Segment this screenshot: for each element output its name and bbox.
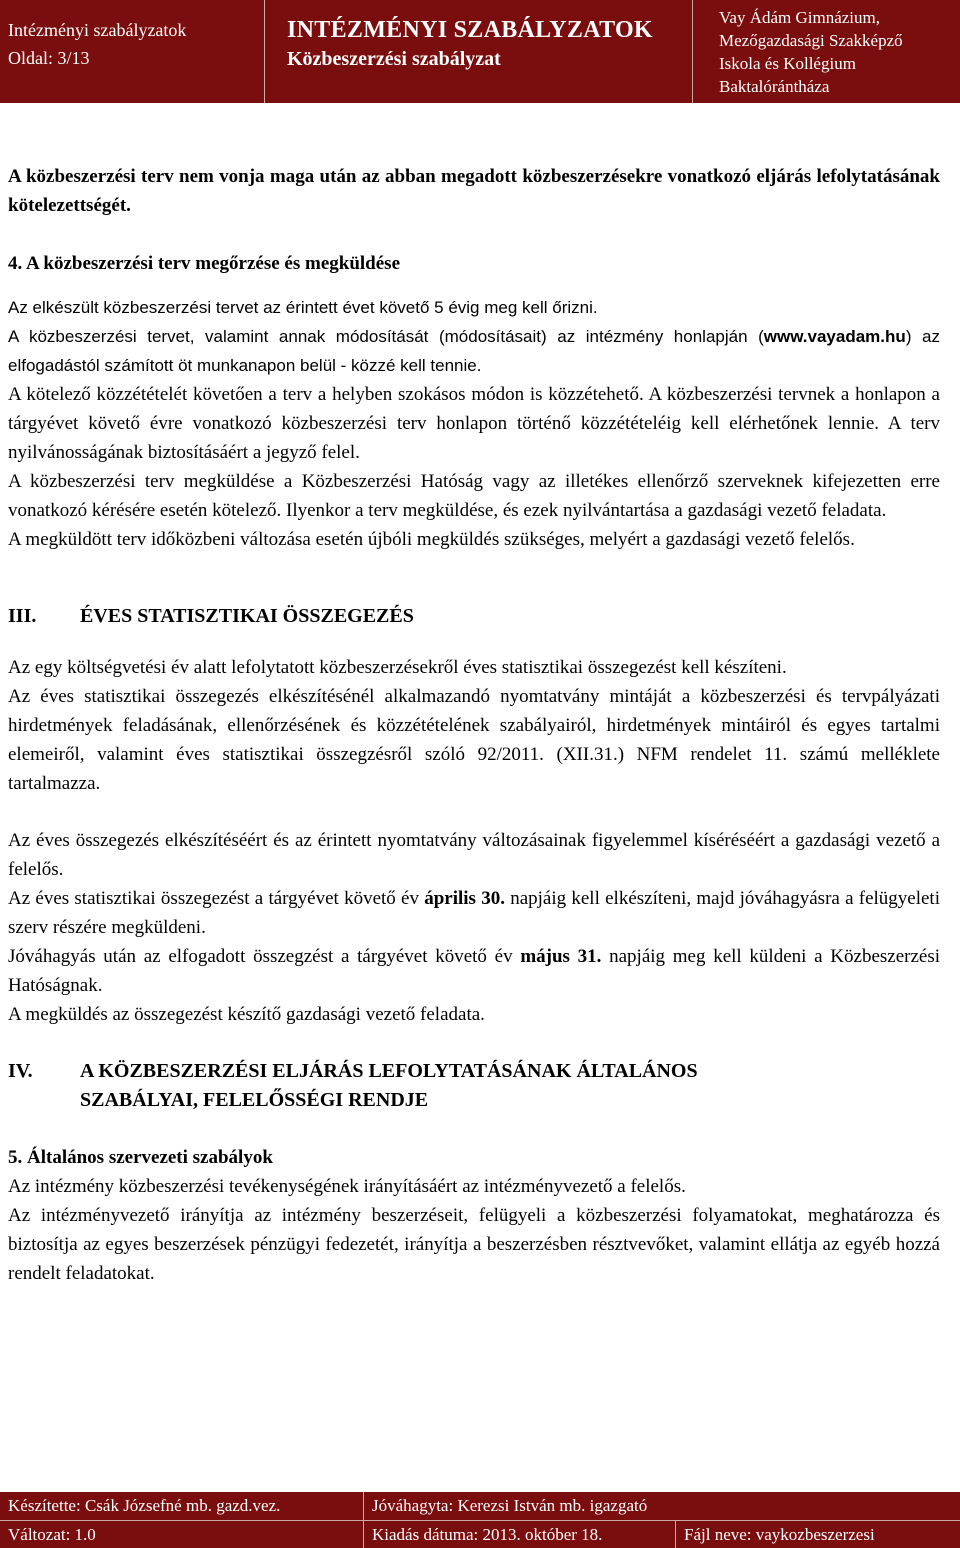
document-body (8, 162, 940, 1288)
paragraph: A megküldés az összegezést készítő gazdasági vezető feladata. (8, 1004, 485, 1025)
paragraph: Az intézményvezető irányítja az intézmény beszerzéseit, felügyeli a közbeszerzési folyamatokat, meghatározza és biztosítja az egyes beszerzések pénzügyi fedezetét, irányítja a beszerzésben résztvevőket, valamint ellátja az egyéb hozzá rendelt feladatokat. (8, 1205, 940, 1284)
header-institution-cell (693, 0, 960, 103)
institution-line: Iskola és Kollégium (719, 53, 856, 73)
footer-file-name: Fájl neve: vaykozbeszerzesi (684, 1524, 875, 1544)
subsection-heading-5: 5. Általános szervezeti szabályok (8, 1147, 273, 1168)
text-run: Az éves statisztikai összegezést a tárgyévet követő év (8, 888, 425, 909)
paragraph: Az intézmény közbeszerzési tevékenységének irányításáért az intézményvezető a felelős. (8, 1176, 686, 1197)
section-heading-iii (8, 602, 940, 631)
institution-line: Vay Ádám Gimnázium, (719, 7, 880, 27)
paragraph: A közbeszerzési terv megküldése a Közbeszerzési Hatóság vagy az illetékes ellenőrző szerveknek kifejezetten erre vonatkozó kérésére esetén kötelező. Ilyenkor a terv megküldése, és ezek nyilvántartása a gazdasági vezető feladata. (8, 471, 940, 521)
text-run: Jóváhagyás után az elfogadott összegzést a tárgyévet követő év (8, 946, 521, 967)
section-heading-iv (8, 1057, 940, 1115)
section-number: III. (8, 605, 37, 627)
paragraph: A közbeszerzési terv nem vonja maga után az abban megadott közbeszerzésekre vonatkozó eljárás lefolytatásának kötelezettségét. (8, 166, 940, 216)
section-title-line: A KÖZBESZERZÉSI ELJÁRÁS LEFOLYTATÁSÁNAK ÁLTALÁNOS (80, 1060, 698, 1082)
text-run: ) az elfogadástól számított öt munkanapon belül - közzé kell tennie. (8, 327, 940, 375)
paragraph: Az egy költségvetési év alatt lefolytatott közbeszerzésekről éves statisztikai összegezést kell készíteni. (8, 657, 787, 678)
paragraph (8, 884, 940, 942)
footer-prepared-by: Készítette: Csák Józsefné mb. gazd.vez. (0, 1492, 364, 1520)
header-left-title: Intézményi szabályzatok (8, 19, 187, 40)
deadline-date: május 31. (520, 946, 602, 967)
institution-line: Baktalórántháza (719, 76, 830, 96)
footer-version: Változat: 1.0 (0, 1521, 364, 1548)
paragraph: A megküldött terv időközbeni változása esetén újbóli megküldés szükséges, melyért a gazdasági vezető felelős. (8, 529, 855, 550)
section-title: ÉVES STATISZTIKAI ÖSSZEGEZÉS (80, 605, 414, 627)
paragraph: A kötelező közzétételét követően a terv a helyben szokásos módon is közzétehető. A közbeszerzési tervnek a honlapon a tárgyévet követő évre vonatkozó közbeszerzési terv honlapon történő közzétételéig kell elérhetőnek lennie. A terv nyilvánosságának biztosításáért a jegyző felel. (8, 384, 940, 463)
paragraph (8, 942, 940, 1000)
document-subtitle: Közbeszerzési szabályzat (287, 47, 501, 70)
page-header (0, 0, 960, 103)
deadline-date: április 30. (424, 888, 505, 909)
text-run: napjáig kell elkészíteni, majd jóváhagyásra a felügyeleti szerv részére megküldeni. (8, 888, 940, 938)
section-number: IV. (8, 1060, 33, 1082)
page-number: Oldal: 3/13 (8, 47, 90, 68)
website-link[interactable]: www.vayadam. (763, 327, 886, 346)
footer-issue-date: Kiadás dátuma: 2013. október 18. (364, 1521, 676, 1548)
paragraph: Az éves statisztikai összegezés elkészítésénél alkalmazandó nyomtatvány mintáját a közbeszerzési és tervpályázati hirdetmények feladásának, ellenőrzésének és közzétételének szabályairól, hirdetmények mintáiról és egyes tartalmi elemeiről, valamint éves statisztikai összegzésről szóló 92/2011. (XII.31.) NFM rendelet 11. számú melléklete tartalmazza. (8, 686, 940, 794)
footer-row (0, 1492, 960, 1520)
footer-approved-by: Jóváhagyta: Kerezsi István mb. igazgató (372, 1496, 648, 1515)
paragraph: Az elkészült közbeszerzési tervet az érintett évet követő 5 évig meg kell őrizni. (8, 298, 598, 317)
section-title (80, 1057, 698, 1115)
paragraph: Az éves összegezés elkészítéséért és az érintett nyomtatvány változásainak figyelemmel kíséréséért a gazdasági vezető a felelős. (8, 830, 940, 880)
footer-row (0, 1520, 960, 1548)
header-title-cell (265, 0, 693, 103)
text-run: A közbeszerzési tervet, valamint annak módosítását (módosításait) az intézmény honlapján ( (8, 327, 764, 346)
page-footer (0, 1492, 960, 1548)
website-link-tld[interactable]: hu (885, 327, 906, 346)
paragraph (8, 322, 940, 380)
text-run: napjáig meg kell küldeni a Közbeszerzési Hatóságnak. (8, 946, 941, 996)
header-left-cell (0, 0, 265, 103)
section-title-line: SZABÁLYAI, FELELŐSSÉGI RENDJE (80, 1089, 429, 1111)
subsection-heading-4: 4. A közbeszerzési terv megőrzése és megküldése (8, 253, 401, 274)
document-main-title: INTÉZMÉNYI SZABÁLYZATOK (287, 16, 653, 43)
institution-line: Mezőgazdasági Szakképző (719, 30, 903, 50)
